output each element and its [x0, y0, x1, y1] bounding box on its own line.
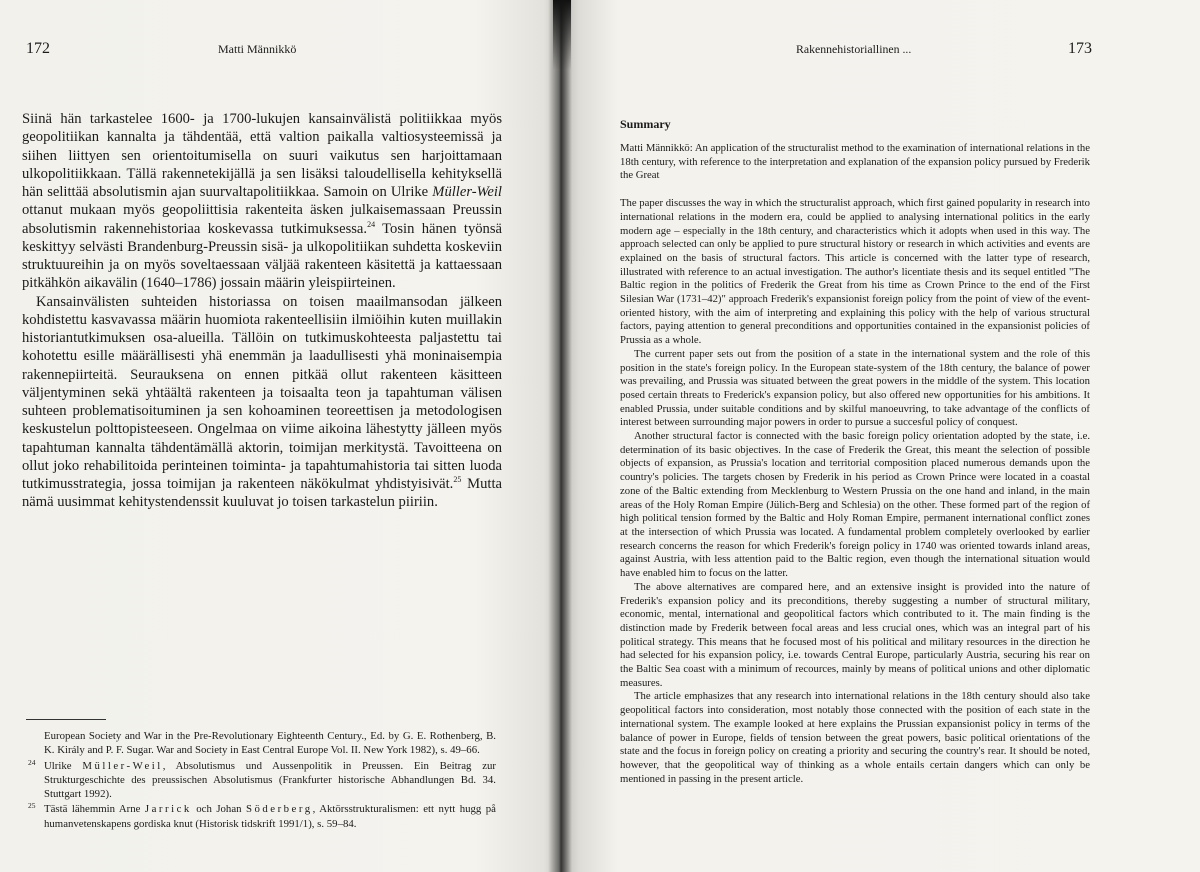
summary-heading: Summary [620, 117, 671, 131]
running-head-left: Matti Männikkö [218, 42, 297, 56]
footnote: 25 Tästä lähemmin Arne Jarrick och Johan Söderberg, Aktörsstrukturalismen: ett nytt hugg på humanvetenskapens gordiska knut (Historisk tidskrift 1991/1), s. 59–84. [28, 801, 496, 830]
footnote-divider [26, 719, 106, 720]
left-paragraph: Siinä hän tarkastelee 1600- ja 1700-lukujen kansainvälistä politiikkaa myös geopolitiikan kannalta ja tähdentää, että valtion paikalla valtiosysteemissä ja siihen liittyen sen orientoitumisella on suuri vaikutus sen harjoittamaan ulkopolitiikkaan. Tällä rakennetekijällä ja sen lisäksi taloudellisella kehityksellä hän selittää absolutismin ajan suurvaltapolitiikkaa. Samoin on Ulrike Müller-Weil ottanut mukaan myös geopoliittisia rakenteita äsken julkaisemassaan Preussin absolutismin rakennehistoriaa koskevassa tutkimuksessa.$^{24}$ Tosin hänen työnsä keskittyy selvästi Brandenburg-Preussin sisä- ja ulkopolitiikan suhdetta koskeviin struktuureihin ja on myös soveltaessaan väljää rakenteen käsitettä ja kattaessaan pitkähkön aikavälin (1640–1786) jossain määrin yleispiirteinen. [22, 111, 502, 292]
left-body-text [22, 110, 502, 512]
footnote-ref: 25 [453, 475, 462, 484]
footnotes [26, 729, 496, 832]
summary-paragraph: The paper discusses the way in which the structuralist approach, which first gained popularity in research into international relations in the modern era, could be applied to analysing international politics in the early modern age – especially in the 18th century, and characteristics which it adopts when used in this way. The approach selected can only be applied to pure structural history or research in which activities and events are explained on the basis of structural factors. This article is concerned with the latter type of research, illustrated with reference to an actual investigation. The author's licentiate thesis and its sequel entitled "The Baltic region in the politics of Frederik the Great from his time as Crown Prince to the end of the First Silesian War (1731–42)" approach Frederik's expansionist foreign policy from the point of view of the event-oriented history, with the aim of interpreting and explaining this policy with the help of various structural factors, paying attention to general preconditions and opportunities contained in the expansionist policies of Prussia as a whole. [620, 197, 1090, 347]
page-number-right: 173 [1068, 40, 1092, 57]
summary-body [620, 142, 1090, 786]
page-number-left: 172 [26, 40, 50, 57]
summary-subtitle: Matti Männikkö: An application of the structuralist method to the examination of international relations in the 18th century, with reference to the interpretation and explanation of the expansion policy pursued by Frederik the Great [620, 142, 1090, 182]
book-gutter-shadow [548, 0, 572, 872]
footnote: European Society and War in the Pre-Revolutionary Eighteenth Century., Ed. by G. E. Rothenberg, B. K. Király and P. F. Sugar. War and Society in East Central Europe Vol. II. New York 1982), s. 49–66. [44, 730, 496, 757]
running-head-right: Rakennehistoriallinen ... [796, 42, 912, 56]
right-page [560, 0, 1200, 872]
summary-paragraph: The above alternatives are compared here, and an extensive insight is provided into the nature of Frederik's expansion policy and its preconditions, thereby suggesting a number of structural military, economic, mental, international and geopolitical factors which contributed to it. The main finding is the distinction made by Frederik between focal areas and less crucial ones, which was an integral part of his political strategy. This means that he focused most of his political and military resources in the direction he had selected for his expansion policy, i.e. towards Central Europe, particularly Austria, securing his rear on the Baltic Sea coast with a minimum of recources, mainly by means of political unions and other diplomatic measures. [620, 580, 1090, 689]
footnote: 24 Ulrike Müller-Weil, Absolutismus und Aussenpolitik in Preussen. Ein Beitrag zur Strukturgeschichte des preussischen Absolutismus (Frankfurter historische Abhandlungen Bd. 34. Stuttgart 1992). [28, 757, 496, 801]
left-page [0, 0, 560, 872]
footnote-ref: 24 [367, 219, 376, 229]
summary-paragraph: Another structural factor is connected with the basic foreign policy orientation adopted by the state, i.e. determination of its basic objectives. In the case of Frederik the Great, this meant the selection of possible objects of expansion, as Prussia's location and territorial composition placed numerous demands upon the country's policies. The targets chosen by Frederik in his period as Crown Prince were located in a coastal zone of the Baltic extending from Mecklenburg to Western Prussia on the one hand and inland, in the main areas of the Holy Roman Empire (Jülich-Berg and Schlesia) on the other. These formed part of the region of high political tension formed by the Baltic and Holy Roman Empire, permanent international conflict zones at the intersection of which Prussia was located. A fundamental problem completely overlooked by earlier research concerns the reason for which Frederik's foreign policy in 1740 was oriented towards inland areas, against Austria, with less attention paid to the Baltic region, even though the international situation would have enabled him to focus on the latter. [620, 430, 1090, 580]
left-paragraph: Kansainvälisten suhteiden historiassa on toisen maailmansodan jälkeen kohdistettu kasvavassa määrin huomiota rakenteellisiin ilmiöihin kuten muillakin historiantutkimuksen osa-alueilla. Tällöin on tutkimuskohteesta paljastettu tai kohotettu esille määrällisesti yhä enemmän ja laadullisesti yhä moninaisempia rakennepiirteitä. Seurauksena on ennen pitkää ollut rakenteen käsitteen väljentyminen sekä yhtäältä rakenteen ja toisaalta teon ja tapahtuman välisen suhteen problematisoituminen ja sen kohoaminen teoreettisen ja metodologisen keskustelun polttopisteeseen. Ongelmaa on viime aikoina lähestytty jälleen myös tapahtuman kannalta tähdentämällä aktorin, toimijan merkitystä. Tavoitteena on ollut joko rehabilitoida perinteinen toiminta- ja tapahtumahistoria tai sitten luoda tutkimusstrategia, jossa toimijan ja rakenteen näkökulmat yhdistyisivät.$^{25}$ Mutta nämä uusimmat kehitystendenssit kuuluvat jo toisen tarkastelun piiriin. [22, 293, 502, 511]
summary-paragraph: The current paper sets out from the position of a state in the international system and the role of this position in the state's foreign policy. In the European state-system of the 18th century, the balance of power was prevailing, and Prussia was situated between the great powers in the middle of the system. This location posed certain threats to Frederick's expansion policy, but also offered new opportunities for his ambitions. It enabled Prussia, under suitable conditions and by skilful manoeuvring, to take advantage of the conflicts of interest between surrounding major powers in order to pursue a succesful policy of conquest. [620, 347, 1090, 429]
summary-paragraph: The article emphasizes that any research into international relations in the 18th century should also take geopolitical factors into consideration, most notably those connected with the position of each state in the international system. The example looked at here explains the Prussian expansionist policy in terms of the balance of power in Europe, fields of tension between the great powers, basic political orientations of the state and the focus in foreign policy on creating a priority and securing the country's rear. It should be noted, however, that the geopolitical way of thinking as a whole entails certain dangers which can only be mentioned in passing in the present article. [620, 690, 1090, 785]
book-gutter-top-shadow [553, 0, 571, 70]
